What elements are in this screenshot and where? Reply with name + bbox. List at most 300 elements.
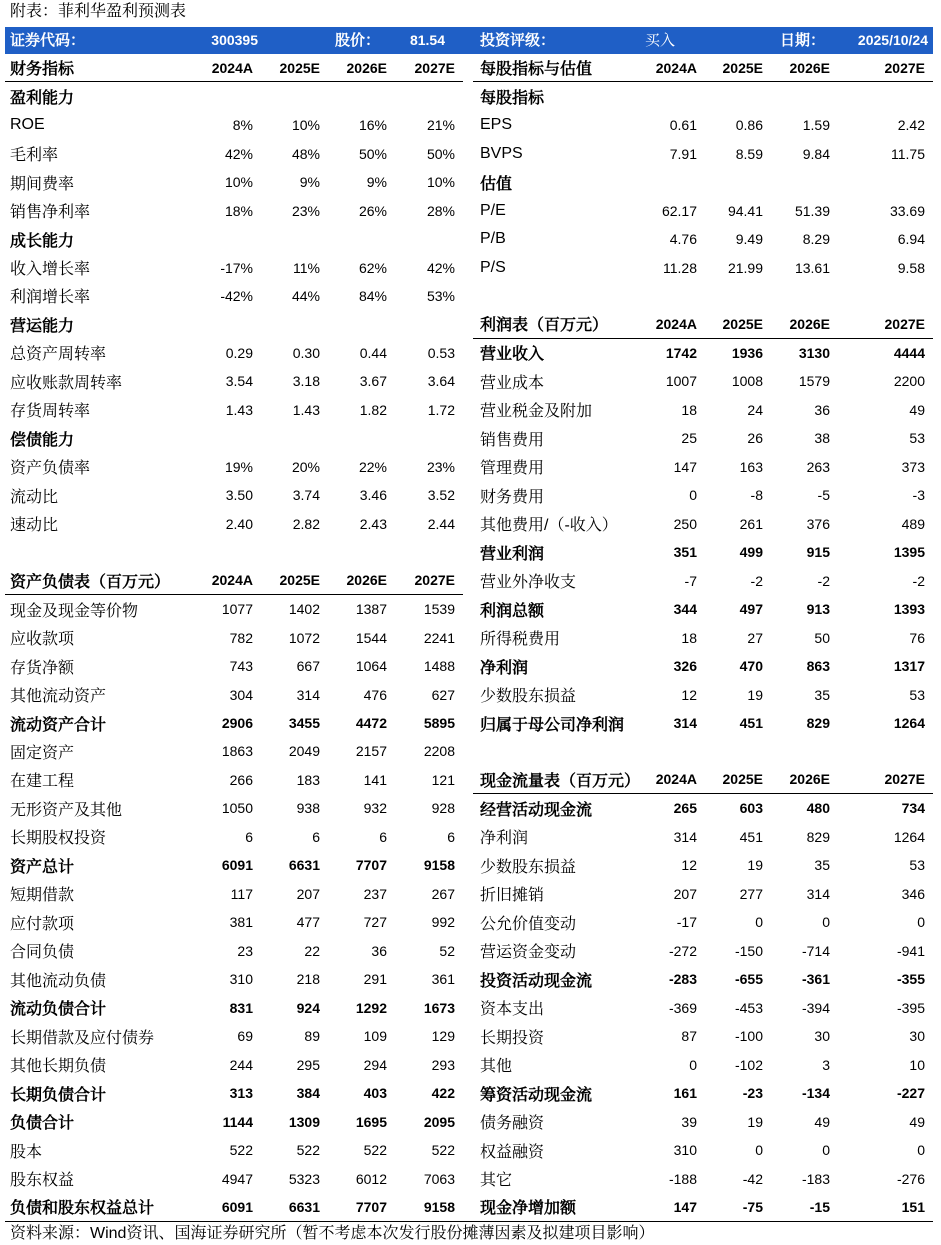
cell-value: 313 — [229, 1085, 253, 1102]
cell-value: 277 — [739, 885, 763, 902]
cell-value: 19 — [747, 1113, 763, 1130]
cell-value: 10% — [291, 117, 320, 134]
cell-value: 18 — [681, 629, 697, 646]
cell-value: 304 — [229, 686, 253, 703]
blank-row — [473, 282, 933, 310]
cell-value: -15 — [809, 1198, 830, 1215]
column-header: 2027E — [884, 771, 925, 788]
section-title: 成长能力 — [10, 232, 75, 250]
cell-value: 293 — [431, 1056, 455, 1073]
cell-value: 52 — [439, 942, 455, 959]
table-row — [473, 510, 933, 538]
cell-value: 0 — [822, 914, 830, 931]
cell-value: 12 — [681, 686, 697, 703]
cell-value: 522 — [431, 1142, 455, 1159]
cell-value: -369 — [668, 999, 697, 1016]
cell-value: 207 — [296, 885, 320, 902]
row-label: 合同负债 — [10, 944, 75, 962]
table-row — [473, 623, 933, 651]
financial-indicators-balance-sheet-table — [5, 54, 463, 1221]
cell-value: 9.49 — [735, 231, 763, 248]
table-row — [473, 1022, 933, 1050]
cell-value: 403 — [363, 1085, 387, 1102]
cell-value: 2.43 — [359, 515, 387, 532]
cell-value: 1544 — [355, 629, 387, 646]
table-row — [473, 566, 933, 594]
row-label: 流动比 — [10, 488, 59, 506]
cell-value: 26 — [747, 430, 763, 447]
table-row — [5, 823, 463, 851]
cell-value: 913 — [806, 601, 830, 618]
table-row — [473, 680, 933, 708]
cell-value: 9158 — [423, 857, 455, 874]
row-label: 应付款项 — [10, 915, 75, 933]
cell-value: 8.59 — [735, 145, 763, 162]
cell-value: 603 — [739, 800, 763, 817]
row-label: 折旧摊销 — [480, 887, 545, 905]
cell-value: 0.29 — [225, 344, 253, 361]
cell-value: 727 — [363, 914, 387, 931]
row-label: 负债合计 — [10, 1115, 75, 1133]
table-header-row — [473, 766, 933, 794]
table-row — [473, 253, 933, 281]
price-value: 81.54 — [409, 32, 445, 48]
cell-value: 0 — [755, 1142, 763, 1159]
cell-value: 6 — [245, 828, 253, 845]
cell-value: 9% — [299, 174, 320, 191]
cell-value: -183 — [801, 1170, 830, 1187]
cell-value: 3.46 — [359, 487, 387, 504]
table-row — [5, 111, 463, 139]
date-value: 2025/10/24 — [857, 32, 928, 48]
cell-value: 346 — [901, 885, 925, 902]
row-label: 长期负债合计 — [10, 1086, 107, 1104]
cell-value: 141 — [363, 771, 387, 788]
cell-value: 2208 — [423, 743, 455, 760]
cell-value: 310 — [673, 1142, 697, 1159]
cell-value: 326 — [673, 658, 697, 675]
cell-value: 314 — [296, 686, 320, 703]
cell-value: 6091 — [221, 1198, 253, 1215]
cell-value: 1072 — [288, 629, 320, 646]
cell-value: -453 — [734, 999, 763, 1016]
row-label: 其他流动负债 — [10, 972, 107, 990]
row-label: 收入增长率 — [10, 261, 91, 279]
table-row — [5, 1136, 463, 1164]
cell-value: -272 — [668, 942, 697, 959]
cell-value: 992 — [431, 914, 455, 931]
column-header: 2027E — [414, 572, 455, 589]
cell-value: -75 — [742, 1198, 763, 1215]
row-label: 负债和股东权益总计 — [10, 1200, 155, 1218]
cell-value: 94.41 — [727, 202, 763, 219]
table-row — [473, 111, 933, 139]
table-row — [5, 737, 463, 765]
row-label: 毛利率 — [10, 147, 59, 165]
row-label: 权益融资 — [480, 1143, 545, 1161]
section-title: 营运能力 — [10, 317, 75, 335]
table-row — [473, 1107, 933, 1135]
cell-value: 30 — [814, 1028, 830, 1045]
table-row — [473, 595, 933, 623]
cell-value: 117 — [230, 885, 253, 902]
cell-value: 26% — [358, 202, 387, 219]
cell-value: 121 — [431, 771, 455, 788]
table-row — [473, 937, 933, 965]
cell-value: -188 — [668, 1170, 697, 1187]
row-label: 经营活动现金流 — [480, 801, 593, 819]
cell-value: 161 — [673, 1085, 697, 1102]
table-row — [5, 196, 463, 224]
table-row — [5, 1022, 463, 1050]
cell-value: 310 — [229, 971, 253, 988]
table-row — [473, 851, 933, 879]
cell-value: 1264 — [893, 828, 925, 845]
table-row — [473, 424, 933, 452]
cell-value: 1.72 — [427, 401, 455, 418]
row-label: 营业税金及附加 — [480, 403, 593, 421]
cell-value: 38 — [814, 430, 830, 447]
table-row — [473, 794, 933, 822]
cell-value: 23% — [426, 458, 455, 475]
cell-value: 25 — [681, 430, 697, 447]
column-header: 2027E — [884, 315, 925, 332]
bottom-rule — [5, 1221, 933, 1222]
cell-value: 10 — [909, 1056, 925, 1073]
cell-value: 18% — [224, 202, 253, 219]
cell-value: 344 — [673, 601, 697, 618]
price-label: 股价： — [335, 32, 381, 49]
cell-value: 151 — [901, 1198, 925, 1215]
row-label: 所得税费用 — [480, 631, 561, 649]
cell-value: 1309 — [288, 1113, 320, 1130]
cell-value: 7063 — [423, 1170, 455, 1187]
cell-value: 36 — [371, 942, 387, 959]
row-label: 其它 — [480, 1172, 513, 1190]
cell-value: -941 — [896, 942, 925, 959]
cell-value: 3.64 — [427, 373, 455, 390]
cell-value: 522 — [363, 1142, 387, 1159]
table-row — [5, 993, 463, 1021]
cell-value: 1144 — [222, 1113, 253, 1130]
table-row — [5, 139, 463, 167]
cell-value: 42% — [224, 145, 253, 162]
column-header: 2024A — [655, 59, 697, 76]
cell-value: 294 — [363, 1056, 387, 1073]
table-title: 现金流量表（百万元） — [480, 772, 641, 790]
table-header-row — [473, 54, 933, 82]
cell-value: 49 — [909, 1113, 925, 1130]
row-label: 在建工程 — [10, 773, 75, 791]
cell-value: 381 — [229, 914, 253, 931]
blank-row — [5, 538, 463, 566]
row-label: P/B — [480, 230, 506, 248]
cell-value: 62.17 — [661, 202, 697, 219]
cell-value: 422 — [431, 1085, 455, 1102]
cell-value: 76 — [909, 629, 925, 646]
cell-value: 53% — [426, 287, 455, 304]
table-row — [473, 1164, 933, 1192]
cell-value: 0 — [917, 914, 925, 931]
cell-value: 27 — [747, 629, 763, 646]
cell-value: 3.74 — [292, 487, 320, 504]
cell-value: -23 — [742, 1085, 763, 1102]
cell-value: 2.82 — [292, 515, 320, 532]
cell-value: 266 — [229, 771, 253, 788]
row-label: 营业外净收支 — [480, 574, 577, 592]
table-row — [5, 908, 463, 936]
cell-value: 351 — [673, 544, 697, 561]
cell-value: -3 — [912, 487, 925, 504]
cell-value: 470 — [739, 658, 763, 675]
row-label: EPS — [480, 116, 513, 134]
cell-value: 831 — [229, 999, 253, 1016]
table-row — [473, 1079, 933, 1107]
cell-value: 1008 — [731, 373, 763, 390]
column-header: 2027E — [884, 59, 925, 76]
cell-value: 35 — [814, 857, 830, 874]
cell-value: -283 — [668, 971, 697, 988]
cell-value: 3 — [822, 1056, 830, 1073]
rating-label: 投资评级： — [480, 32, 556, 49]
cell-value: 8.29 — [802, 231, 830, 248]
cell-value: -2 — [912, 572, 925, 589]
row-label: 存货净额 — [10, 659, 75, 677]
row-label: 长期投资 — [480, 1029, 545, 1047]
table-caption: 附表：菲利华盈利预测表 — [10, 3, 187, 20]
cell-value: 6 — [379, 828, 387, 845]
row-label: 少数股东损益 — [480, 858, 577, 876]
cell-value: -395 — [896, 999, 925, 1016]
table-row — [473, 481, 933, 509]
cell-value: 13.61 — [794, 259, 830, 276]
cell-value: 0 — [689, 1056, 697, 1073]
section-title: 估值 — [480, 175, 513, 193]
cell-value: 1.59 — [802, 117, 830, 134]
stock-code-label: 证券代码： — [10, 32, 86, 49]
cell-value: 6631 — [288, 857, 320, 874]
table-title: 财务指标 — [10, 61, 75, 79]
cell-value: 1579 — [798, 373, 830, 390]
table-row — [5, 965, 463, 993]
row-label: 财务费用 — [480, 488, 545, 506]
cell-value: 36 — [814, 401, 830, 418]
table-row — [473, 1136, 933, 1164]
cell-value: 7707 — [355, 1198, 387, 1215]
column-header: 2024A — [655, 771, 697, 788]
cell-value: -2 — [817, 572, 830, 589]
cell-value: 19% — [224, 458, 253, 475]
cell-value: 1539 — [423, 601, 455, 618]
row-label: 营业收入 — [480, 346, 545, 364]
cell-value: 1.43 — [292, 401, 320, 418]
row-label: 长期借款及应付债券 — [10, 1029, 155, 1047]
column-header: 2024A — [655, 315, 697, 332]
cell-value: 9% — [366, 174, 387, 191]
cell-value: 376 — [806, 515, 830, 532]
cell-value: 4947 — [221, 1170, 253, 1187]
cell-value: 1863 — [221, 743, 253, 760]
section-heading-row — [5, 225, 463, 253]
header-bar — [5, 27, 933, 54]
cell-value: -8 — [750, 487, 763, 504]
cell-value: 1393 — [893, 601, 925, 618]
table-row — [5, 1193, 463, 1221]
cell-value: 16% — [358, 117, 387, 134]
cell-value: -102 — [734, 1056, 763, 1073]
cell-value: 6 — [312, 828, 320, 845]
rating-value: 买入 — [645, 32, 676, 49]
row-label: 资产负债率 — [10, 460, 91, 478]
cell-value: -17 — [676, 914, 697, 931]
cell-value: 5323 — [288, 1170, 320, 1187]
row-label: 其他长期负债 — [10, 1058, 107, 1076]
row-label: 速动比 — [10, 517, 59, 535]
table-row — [5, 880, 463, 908]
cell-value: 24 — [747, 401, 763, 418]
cell-value: 1402 — [288, 601, 320, 618]
cell-value: 291 — [363, 971, 387, 988]
cell-value: 734 — [901, 800, 925, 817]
table-row — [473, 823, 933, 851]
cell-value: 3.67 — [359, 373, 387, 390]
table-row — [5, 282, 463, 310]
table-row — [5, 680, 463, 708]
cell-value: 53 — [909, 857, 925, 874]
cell-value: 18 — [681, 401, 697, 418]
cell-value: 782 — [229, 629, 253, 646]
cell-value: 20% — [291, 458, 320, 475]
table-row — [5, 794, 463, 822]
cell-value: -5 — [817, 487, 830, 504]
table-row — [5, 510, 463, 538]
cell-value: -2 — [750, 572, 763, 589]
table-row — [473, 538, 933, 566]
row-label: 股本 — [10, 1143, 43, 1161]
stock-code-value: 300395 — [211, 32, 258, 48]
cell-value: 0.61 — [669, 117, 697, 134]
row-label: P/S — [480, 258, 506, 276]
cell-value: -42% — [220, 287, 253, 304]
cell-value: 12 — [681, 857, 697, 874]
cell-value: 250 — [673, 515, 697, 532]
cell-value: 829 — [806, 828, 830, 845]
cell-value: 0.30 — [292, 344, 320, 361]
table-row — [473, 453, 933, 481]
cell-value: 19 — [747, 686, 763, 703]
table-row — [473, 652, 933, 680]
source-note: 资料来源：Wind资讯、国海证券研究所（暂不考虑本次发行股份摊薄因素及拟建项目影响） — [10, 1225, 655, 1242]
section-title: 偿债能力 — [10, 431, 75, 449]
cell-value: 667 — [296, 658, 320, 675]
row-label: 存货周转率 — [10, 403, 91, 421]
cell-value: -355 — [896, 971, 925, 988]
table-row — [5, 623, 463, 651]
row-label: 应收款项 — [10, 631, 75, 649]
cell-value: 3.50 — [225, 487, 253, 504]
cell-value: 6012 — [355, 1170, 387, 1187]
cell-value: 295 — [296, 1056, 320, 1073]
cell-value: 50% — [426, 145, 455, 162]
cell-value: 477 — [296, 914, 320, 931]
cell-value: 314 — [673, 715, 697, 732]
table-row — [5, 481, 463, 509]
cell-value: 938 — [296, 800, 320, 817]
column-header: 2024A — [211, 572, 253, 589]
row-label: 短期借款 — [10, 887, 75, 905]
cell-value: -394 — [801, 999, 830, 1016]
table-row — [5, 766, 463, 794]
cell-value: 207 — [673, 885, 697, 902]
row-label: 净利润 — [480, 659, 529, 677]
cell-value: 4.76 — [669, 231, 697, 248]
column-header: 2025E — [722, 59, 763, 76]
cell-value: 109 — [363, 1028, 387, 1045]
cell-value: 10% — [224, 174, 253, 191]
column-header: 2025E — [279, 572, 320, 589]
table-row — [473, 965, 933, 993]
cell-value: 89 — [304, 1028, 320, 1045]
cell-value: 0 — [917, 1142, 925, 1159]
cell-value: 2095 — [423, 1113, 455, 1130]
table-row — [5, 168, 463, 196]
cell-value: 261 — [739, 515, 763, 532]
table-row — [5, 851, 463, 879]
table-row — [5, 937, 463, 965]
row-label: 净利润 — [480, 830, 529, 848]
table-title: 资产负债表（百万元） — [10, 573, 171, 591]
cell-value: -655 — [734, 971, 763, 988]
cell-value: 451 — [739, 828, 763, 845]
row-label: 利润增长率 — [10, 289, 91, 307]
cell-value: 1077 — [221, 601, 253, 618]
row-label: P/E — [480, 201, 506, 219]
table-row — [473, 139, 933, 167]
row-label: 营运资金变动 — [480, 944, 577, 962]
cell-value: 21% — [426, 117, 455, 134]
cell-value: 8% — [232, 117, 253, 134]
cell-value: 3455 — [288, 715, 320, 732]
table-row — [473, 1050, 933, 1078]
row-label: 流动负债合计 — [10, 1001, 107, 1019]
column-header: 2025E — [722, 315, 763, 332]
cell-value: 915 — [806, 544, 830, 561]
row-label: 筹资活动现金流 — [480, 1086, 593, 1104]
cell-value: 384 — [296, 1085, 320, 1102]
cell-value: 314 — [806, 885, 830, 902]
table-row — [473, 993, 933, 1021]
cell-value: 1673 — [423, 999, 455, 1016]
table-row — [473, 225, 933, 253]
cell-value: 0.44 — [359, 344, 387, 361]
cell-value: 743 — [229, 658, 253, 675]
cell-value: 1.82 — [359, 401, 387, 418]
cell-value: 3.54 — [225, 373, 253, 390]
cell-value: 1264 — [893, 715, 925, 732]
column-header: 2026E — [346, 572, 387, 589]
row-label: 营业成本 — [480, 374, 545, 392]
blank-row — [473, 737, 933, 765]
section-heading-row — [5, 82, 463, 110]
table-row — [5, 1107, 463, 1135]
cell-value: 44% — [291, 287, 320, 304]
table-row — [5, 595, 463, 623]
cell-value: 62% — [358, 259, 387, 276]
cell-value: 23% — [291, 202, 320, 219]
cell-value: 22% — [358, 458, 387, 475]
cell-value: 2.40 — [225, 515, 253, 532]
cell-value: -42 — [742, 1170, 763, 1187]
